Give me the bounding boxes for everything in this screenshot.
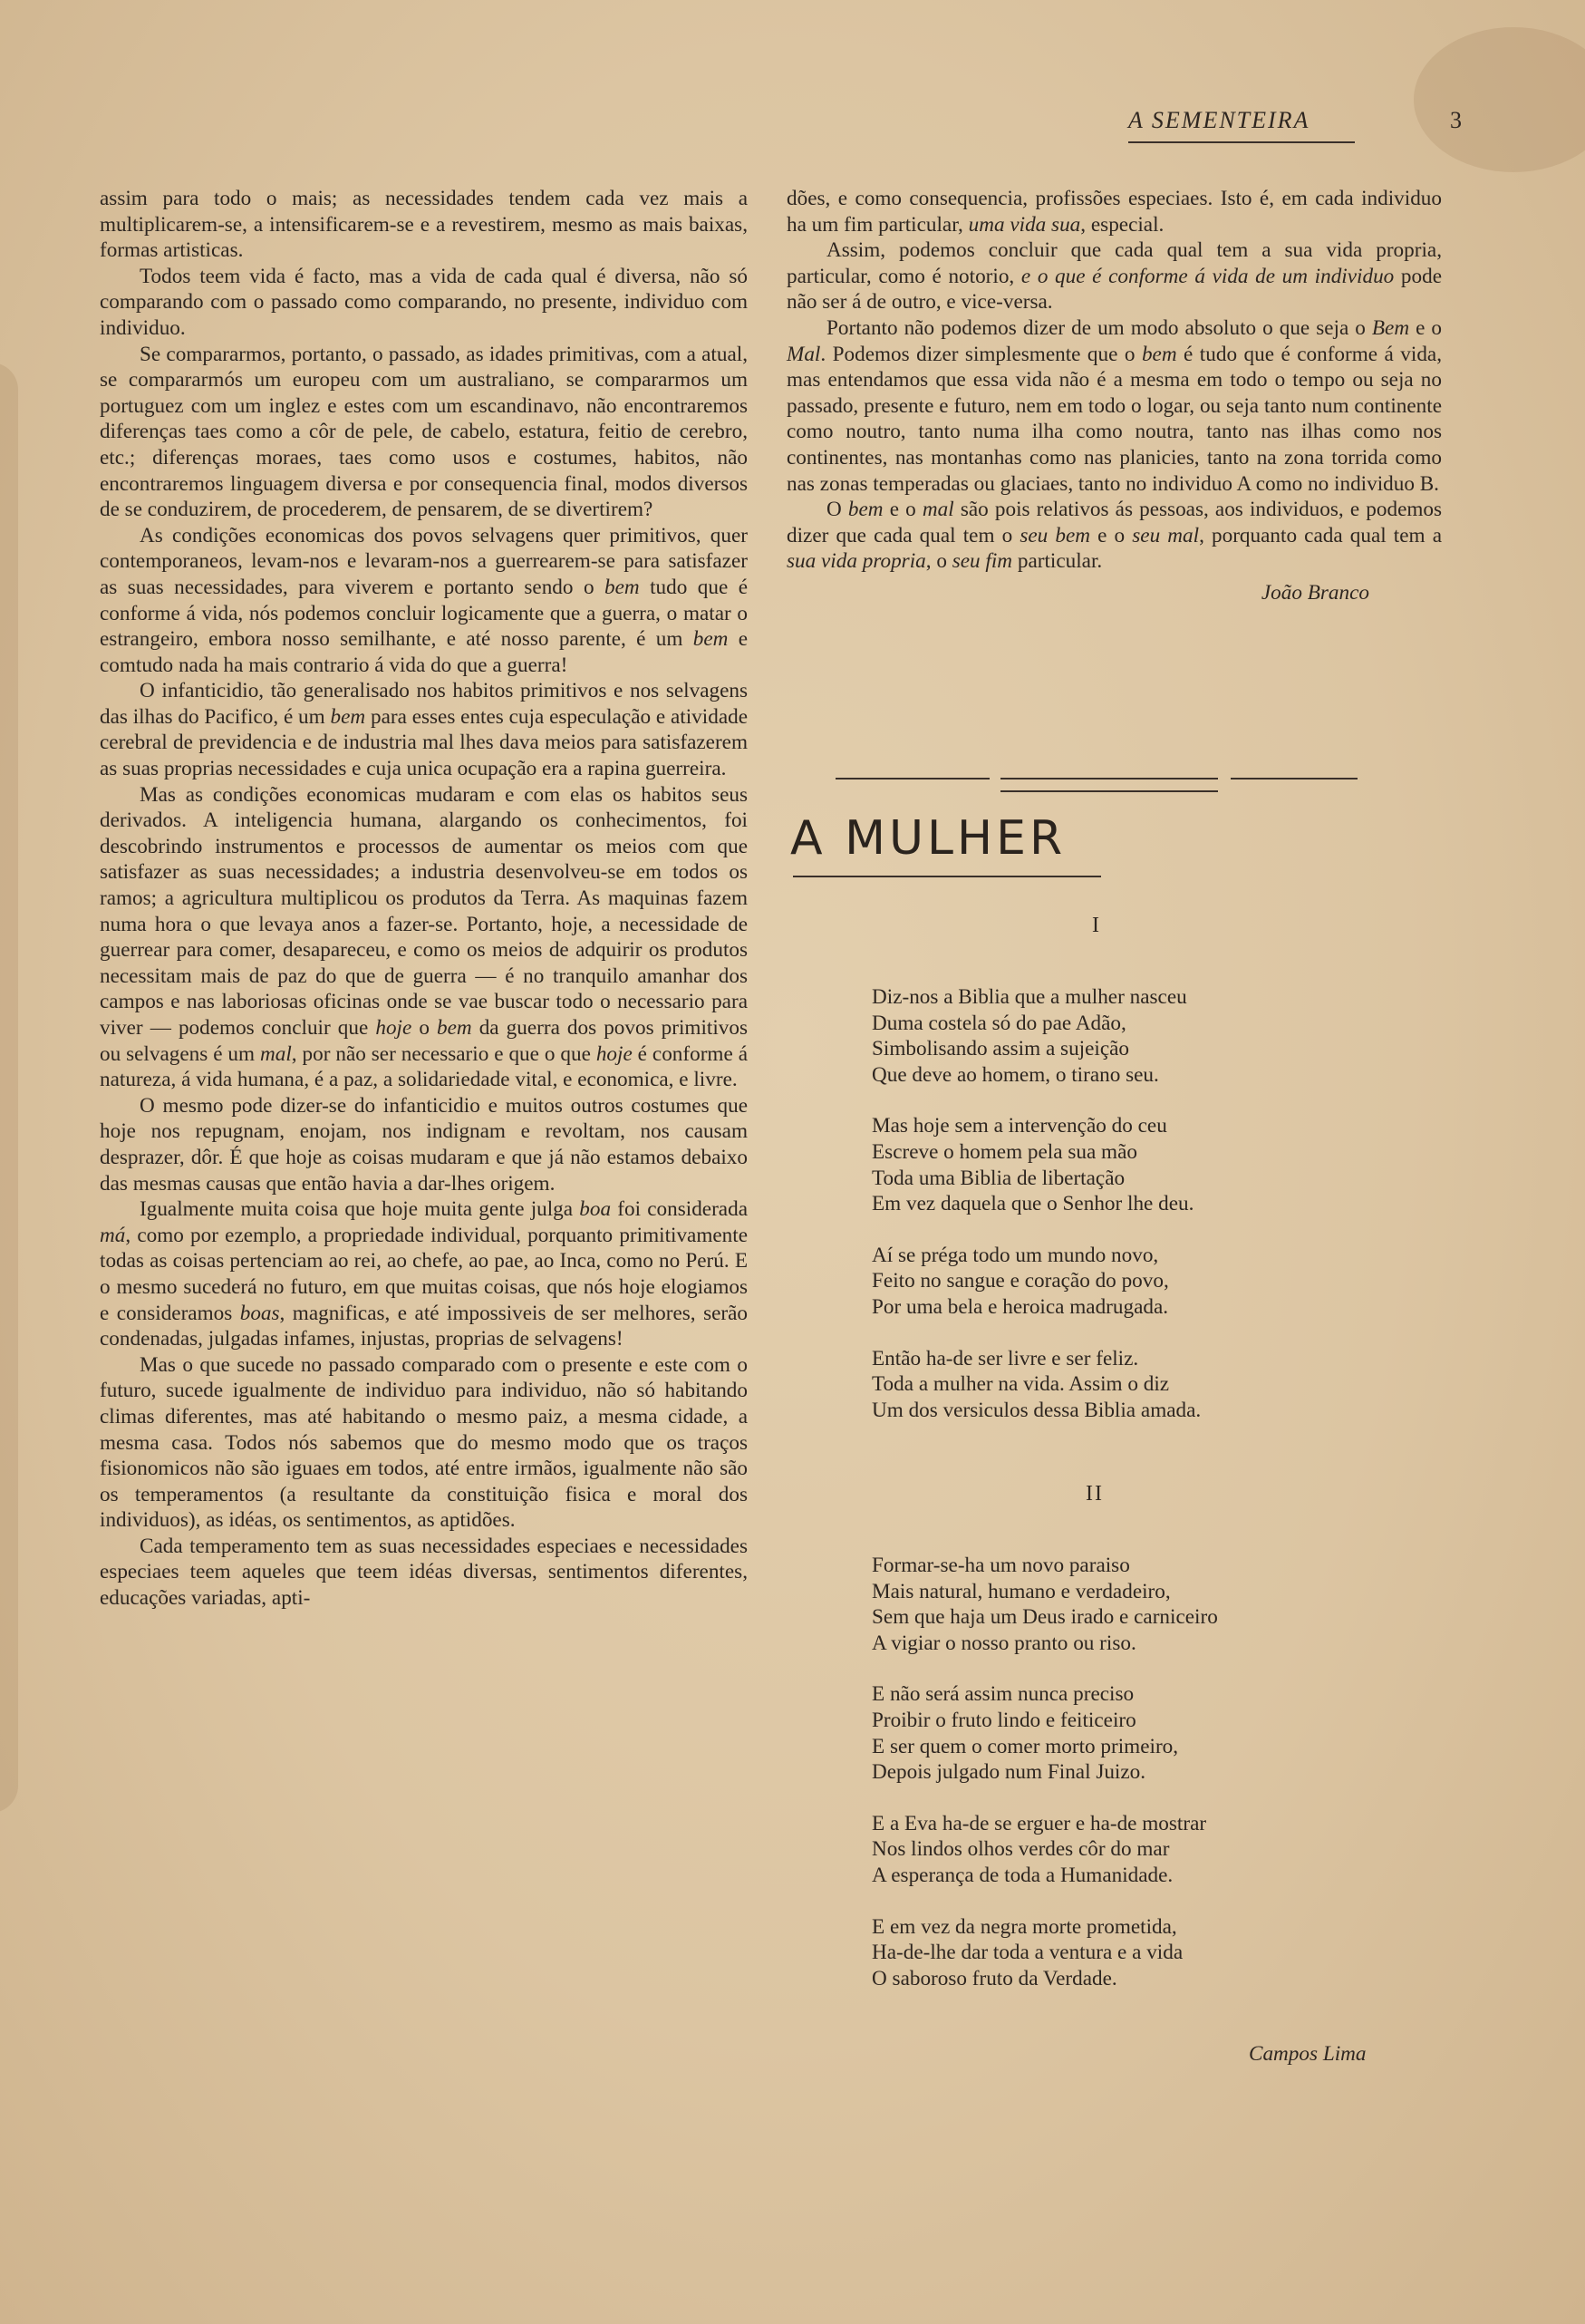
paragraph: Todos teem vida é facto, mas a vida de cada qual é diversa, não só comparando com o passado como comparando, no presente, individuo com individuo.	[100, 264, 748, 340]
stanza	[872, 1553, 1218, 1656]
part-two-label: II	[1086, 1482, 1104, 1506]
poem-title: A MULHER	[790, 811, 1067, 866]
paragraph: dões, e como consequencia, profissões especiaes. Isto é, em cada individuo ha um fim particular, uma vida sua, especial.	[787, 187, 1442, 237]
verse-line: Um dos versiculos dessa Biblia amada.	[872, 1398, 1202, 1422]
paper-stain	[0, 363, 18, 1813]
verse-line: Ha-de-lhe dar toda a ventura e a vida	[872, 1941, 1184, 1965]
verse-line: Que deve ao homem, o tirano seu.	[872, 1062, 1159, 1087]
divider-rule	[1231, 778, 1358, 780]
paragraph: Se compararmos, portanto, o passado, as idades primitivas, com a atual, se compararmós um europeu com um australiano, se compararmos um portuguez com um inglez e estes com um escandinavo, não encontraremos diferenças taes como a côr de pele, de cabelo, estatura, feitio de cerebro, etc.; diferenças moraes, taes como usos e costumes, habitos, não encontraremos linguagem diversa e por consequencia final, modos diversos de se conduzirem, de procederem, de pensarem, de se divertirem?	[100, 342, 748, 522]
paper-stain	[1414, 27, 1585, 172]
verse-line: Toda uma Biblia de libertação	[872, 1166, 1126, 1190]
stanza	[872, 1113, 1194, 1216]
right-column	[787, 186, 1442, 606]
divider-rule	[836, 778, 990, 780]
verse-line: E em vez da negra morte prometida,	[872, 1914, 1177, 1939]
verse-line: Por uma bela e heroica madrugada.	[872, 1294, 1169, 1319]
verse-line: A vigiar o nosso pranto ou riso.	[872, 1631, 1136, 1655]
verse-line: E a Eva ha-de se erguer e ha-de mostrar	[872, 1811, 1207, 1835]
paragraph: Mas o que sucede no passado comparado com o presente e este com o futuro, sucede igualmente de individuo para individuo, não só habitando climas diferentes, mas até habitando o mesmo paiz, a mesma cidade, a mesma casa. Todos nós sabemos que do mesmo modo que os traços fisionomicos não são iguaes em todos, até entre irmãos, igualmente não são os temperamentos (a resultante da constituição fisica e moral dos individuos), as idéas, os sentimentos, as aptidões.	[100, 1352, 748, 1533]
stanza	[872, 1914, 1183, 1992]
divider-rule	[1000, 778, 1218, 780]
left-column	[100, 186, 748, 1612]
publication-title: A SEMENTEIRA	[1128, 107, 1310, 133]
paragraph: Portanto não podemos dizer de um modo absoluto o que seja o Bem e o Mal. Podemos dizer simplesmente que o bem é tudo que é conforme á vida, mas entendamos que essa vida não é a mesma em todo o tempo ou seja no passado, presente e futuro, nem em todo o logar, ou seja tanto num continente como noutro, tanto numa ilha como noutra, tanto nas ilhas como nos continentes, nas montanhas como nas planicies, tanto na zona torrida como nas zonas temperadas ou glaciaes, tanto no individuo A como no individuo B.	[787, 315, 1443, 496]
verse-line: E ser quem o comer morto primeiro,	[872, 1734, 1179, 1758]
verse-line: Mais natural, humano e verdadeiro,	[872, 1579, 1171, 1603]
verse-line: Depois julgado num Final Juizo.	[872, 1760, 1146, 1785]
stanza	[872, 984, 1187, 1088]
paragraph: Cada temperamento tem as suas necessidades especiaes e necessidades especiaes teem aqueles que teem idéas diversas, sentimentos diferentes, educações variadas, apti-	[100, 1534, 748, 1611]
verse-line: Proibir o fruto lindo e feiticeiro	[872, 1708, 1136, 1732]
paragraph: As condições economicas dos povos selvagens quer primitivos, quer contemporaneos, levam-nos e levaram-nos a guerrearem-se para satisfazer as suas necessidades, para viverem e portanto sendo o bem tudo que é conforme á vida, nós podemos concluir logicamente que a guerra, o matar o estrangeiro, embora nosso semilhante, e até nosso parente, é um bem e comtudo nada ha mais contrario á vida do que a guerra!	[100, 523, 749, 677]
paragraph: Igualmente muita coisa que hoje muita gente julga boa foi considerada má, como por ezemplo, a propriedade individual, porquanto primitivamente todas as coisas pertenciam ao rei, ao chefe, ao pae, ao Inca, como no Perú. E o mesmo sucederá no futuro, em que muitas coisas, que nós hoje elogiamos e consideramos boas, magnificas, e até impossiveis de ser melhores, serão condenadas, julgadas infames, injustas, proprias de selvagens!	[100, 1197, 748, 1351]
stanza	[872, 1681, 1178, 1785]
paragraph: O mesmo pode dizer-se do infanticidio e muitos outros costumes que hoje nos repugnam, enojam, nos indignam e revoltam, nos causam desprazer, dôr. É que hoje as coisas mudaram e que já não estamos debaixo das mesmas causas que então havia a dar-lhes origem.	[100, 1093, 748, 1196]
stanza	[872, 1243, 1169, 1321]
paragraph: Assim, podemos concluir que cada qual tem a sua vida propria, particular, como é notorio, e o que é conforme á vida de um individuo pode não ser á de outro, e vice-versa.	[787, 238, 1442, 315]
verse-line: Formar-se-ha um novo paraiso	[872, 1554, 1130, 1577]
paragraph: O bem e o mal são pois relativos ás pessoas, aos individuos, e podemos dizer que cada qual tem o seu bem e o seu mal, porquanto cada qual tem a sua vida propria, o seu fim particular.	[787, 498, 1443, 574]
page-header	[1128, 107, 1464, 143]
verse-line: Duma costela só do pae Adão,	[872, 1011, 1126, 1035]
paragraph: O infanticidio, tão generalisado nos habitos primitivos e nos selvagens das ilhas do Pacifico, é um bem para esses entes cuja especulação e atividade cerebral de previdencia e de industria mal lhes dava meios para satisfazerem as suas proprias necessidades e cuja unica ocupação era a rapina guerreira.	[100, 679, 748, 781]
section-divider	[836, 778, 1361, 799]
verse-line: Toda a mulher na vida. Assim o diz	[872, 1372, 1170, 1397]
page-number: 3	[1450, 107, 1464, 133]
article-continuation	[787, 186, 1442, 575]
paragraph: assim para todo o mais; as necessidades tendem cada vez mais a multiplicarem-se, a intensificarem-se e a revestirem, mesmo as mais baixas, formas artisticas.	[100, 187, 748, 263]
stanza	[872, 1346, 1201, 1424]
poem-author: Campos Lima	[1249, 2042, 1367, 2066]
verse-line: Aí se préga todo um mundo novo,	[872, 1243, 1159, 1267]
title-underline	[793, 876, 1101, 877]
verse-line: A esperança de toda a Humanidade.	[872, 1863, 1174, 1887]
verse-line: E não será assim nunca preciso	[872, 1682, 1135, 1707]
verse-line: Escreve o homem pela sua mão	[872, 1139, 1137, 1164]
article-signature: João Branco	[1261, 580, 1369, 605]
verse-line: Em vez daquela que o Senhor lhe deu.	[872, 1192, 1194, 1216]
verse-line: Sem que haja um Deus irado e carniceiro	[872, 1605, 1218, 1630]
verse-line: Mas hoje sem a intervenção do ceu	[872, 1114, 1167, 1138]
verse-line: Diz-nos a Biblia que a mulher nasceu	[872, 985, 1187, 1009]
verse-line: Nos lindos olhos verdes côr do mar	[872, 1837, 1170, 1862]
header-rule	[1128, 141, 1355, 143]
verse-line: O saboroso fruto da Verdade.	[872, 1966, 1117, 1990]
stanza	[872, 1811, 1206, 1889]
verse-line: Feito no sangue e coração do povo,	[872, 1269, 1169, 1293]
verse-line: Então ha-de ser livre e ser feliz.	[872, 1346, 1139, 1370]
divider-rule	[1000, 790, 1218, 792]
paragraph: Mas as condições economicas mudaram e com elas os habitos seus derivados. A inteligencia humana, alargando os conhecimentos, foi descobrindo instrumentos e processos de aumentar os meios com que satisfazer as suas necessidades; a industria desenvolveu-se em todos os ramos; a agricultura multiplicou os produtos da Terra. As maquinas fazem numa hora o que levaya anos a fazer-se. Portanto, hoje, a necessidade de guerrear para comer, desapareceu, e como os meios de adquirir os produtos necessitam mais de paz do que de guerra — é no tranquilo amanhar dos campos e nas laboriosas oficinas onde se vae buscar todo o necessario para viver — podemos concluir que hoje o bem da guerra dos povos primitivos ou selvagens é um mal, por não ser necessario e que o que hoje é conforme á natureza, á vida humana, é a paz, a solidariedade vital, e economica, e livre.	[100, 782, 749, 1092]
part-one-label: I	[1092, 914, 1101, 937]
verse-line: Simbolisando assim a sujeição	[872, 1037, 1130, 1061]
